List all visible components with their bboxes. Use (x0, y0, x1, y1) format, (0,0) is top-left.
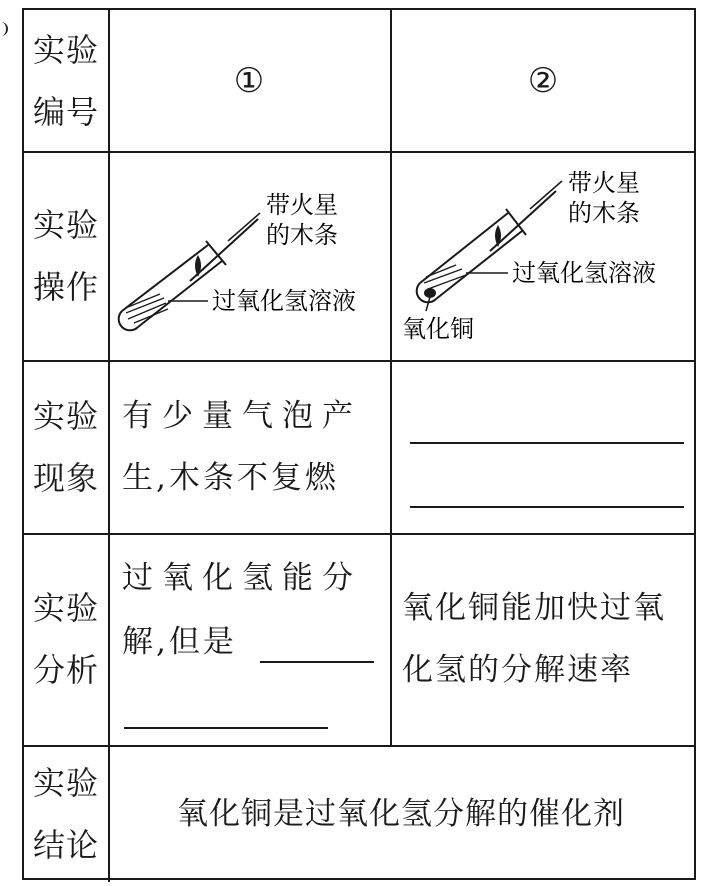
exp1-operation-cell (108, 151, 390, 360)
analysis-line: 化氢的分解速率 (402, 652, 633, 688)
answer-blank-line (260, 661, 374, 663)
flame-icon (495, 225, 501, 247)
exp1-analysis (108, 533, 390, 745)
splint-label: 带火星 (568, 169, 640, 197)
liquid-label: 过氧化氢溶液 (512, 259, 656, 287)
conclusion-text-value: 氧化铜是过氧化氢分解的催化剂 (177, 795, 625, 832)
row-label-line: 实验 (32, 205, 99, 244)
exp2-number-text: ② (527, 60, 559, 101)
analysis-line: 过氧化氢能分 (122, 560, 362, 596)
test-tube-icon (417, 209, 526, 302)
splint-label: 带火星 (266, 191, 338, 219)
exp1-number (108, 10, 390, 151)
analysis-line: 氧化铜能加快过氧 (402, 590, 666, 626)
phenomenon-line: 生,木条不复燃 (122, 459, 339, 496)
splint-label: 的木条 (568, 199, 640, 227)
row-label-line: 实验 (32, 396, 99, 435)
exp2-phenomenon-blank (390, 360, 696, 533)
row-label-line: 实验 (32, 763, 99, 802)
exp1-phenomenon (108, 360, 390, 533)
exp1-test-tube-diagram (108, 151, 390, 360)
row-label-number (24, 10, 108, 151)
conclusion-text (108, 745, 694, 882)
row-label-line: 实验 (32, 589, 99, 627)
row-label-line: 实验 (32, 30, 99, 69)
row-label-line: 现象 (32, 458, 99, 497)
test-tube-icon (119, 241, 226, 330)
exp1-number-text: ① (233, 60, 265, 101)
exp2-number (390, 10, 696, 151)
row-label-line: 操作 (32, 267, 99, 306)
row-label-line: 编号 (32, 92, 99, 131)
exp2-operation-cell (390, 151, 696, 360)
leader-line (228, 213, 260, 241)
exp2-test-tube-diagram (390, 151, 696, 360)
copper-oxide-label: 氧化铜 (402, 315, 474, 343)
answer-blank-line (124, 727, 328, 729)
liquid-label: 过氧化氢溶液 (212, 287, 356, 315)
row-label-line: 结论 (32, 825, 99, 864)
flame-icon (195, 255, 201, 277)
copper-oxide-solid (424, 288, 436, 298)
experiment-table (22, 8, 696, 880)
row-label-analysis (24, 533, 108, 745)
row-label-phenomenon (24, 360, 108, 533)
answer-blank-line (410, 506, 684, 508)
phenomenon-line: 有少量气泡产 (122, 397, 362, 434)
leader-line (530, 181, 562, 209)
page-edge-bracket (0, 22, 8, 36)
row-label-conclusion (24, 745, 108, 882)
splint-label: 的木条 (266, 221, 338, 249)
row-label-operation (24, 151, 108, 360)
analysis-line: 解,但是 (122, 624, 237, 660)
row-label-line: 分析 (32, 651, 99, 689)
exp2-analysis (390, 533, 696, 745)
answer-blank-line (410, 442, 684, 444)
leader-line (426, 297, 430, 311)
liquid-hatching (424, 265, 466, 289)
